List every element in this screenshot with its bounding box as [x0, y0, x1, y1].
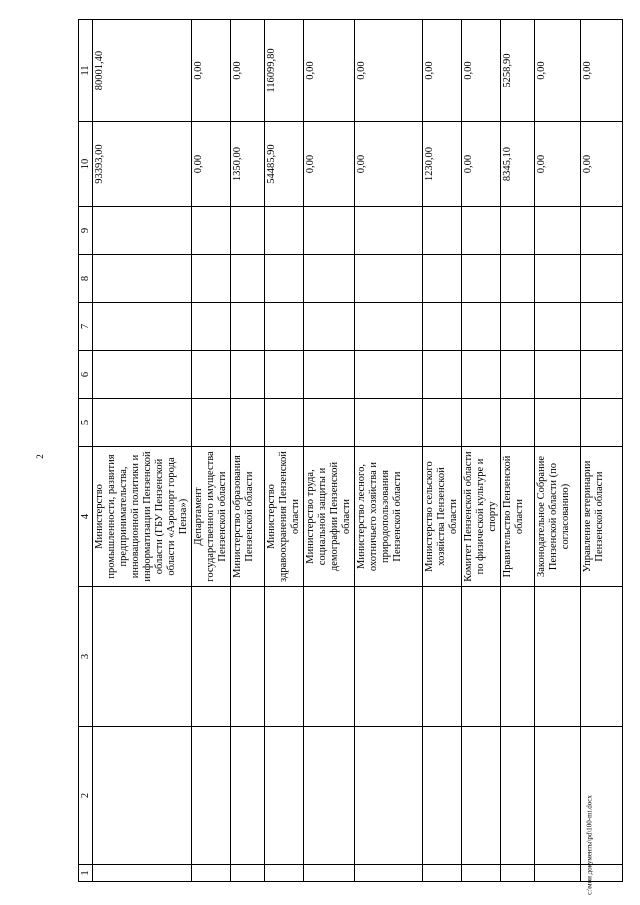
empty-cell [93, 587, 192, 727]
empty-cell [355, 865, 423, 882]
empty-cell [265, 351, 304, 399]
empty-cell [231, 207, 265, 255]
empty-cell [192, 727, 231, 865]
row-value-col10: 54485,90 [265, 122, 304, 207]
empty-cell [423, 587, 462, 727]
column-header: 3 [79, 587, 93, 727]
empty-cell [304, 399, 355, 447]
row-value-col11: 116099,80 [265, 20, 304, 122]
empty-cell [501, 727, 535, 865]
footer-file-path: c:\мои документы\pd\100-mt.docx [585, 795, 594, 895]
empty-cell [192, 351, 231, 399]
empty-cell [423, 207, 462, 255]
empty-cell [462, 587, 501, 727]
row-value-col10: 0,00 [355, 122, 423, 207]
empty-cell [355, 351, 423, 399]
column-header: 2 [79, 727, 93, 865]
empty-cell [501, 351, 535, 399]
row-value-col10: 8345,10 [501, 122, 535, 207]
row-value-col11: 0,00 [535, 20, 581, 122]
empty-cell [93, 727, 192, 865]
table-row [265, 20, 304, 882]
empty-cell [231, 351, 265, 399]
row-name-cell: Законодательное Собрание Пензенской области (по согласованию) [535, 447, 581, 587]
table-body [79, 20, 623, 882]
empty-cell [462, 865, 501, 882]
empty-cell [423, 865, 462, 882]
column-header: 5 [79, 399, 93, 447]
empty-cell [581, 351, 623, 399]
empty-cell [265, 207, 304, 255]
empty-cell [535, 351, 581, 399]
empty-cell [423, 727, 462, 865]
row-value-col10: 0,00 [535, 122, 581, 207]
row-value-col11: 0,00 [192, 20, 231, 122]
row-name-cell: Министерство промышленности, развития предпринимательства, инновационной политики и информатизации Пензенской области (ГБУ Пензенской области «Аэропорт города Пенза») [93, 447, 192, 587]
empty-cell [192, 207, 231, 255]
row-value-col10: 1230,00 [423, 122, 462, 207]
column-header: 6 [79, 351, 93, 399]
empty-cell [501, 865, 535, 882]
empty-cell [501, 303, 535, 351]
empty-cell [265, 399, 304, 447]
empty-cell [192, 399, 231, 447]
column-header: 8 [79, 255, 93, 303]
empty-cell [355, 207, 423, 255]
row-value-col11: 0,00 [462, 20, 501, 122]
row-name-cell: Министерство образования Пензенской области [231, 447, 265, 587]
empty-cell [304, 587, 355, 727]
empty-cell [581, 207, 623, 255]
row-value-col11: 0,00 [231, 20, 265, 122]
row-name-cell: Министерство труда, социальной защиты и демографии Пензенской области [304, 447, 355, 587]
empty-cell [192, 255, 231, 303]
empty-cell [265, 865, 304, 882]
empty-cell [93, 399, 192, 447]
empty-cell [355, 303, 423, 351]
column-header: 9 [79, 207, 93, 255]
empty-cell [355, 587, 423, 727]
row-value-col11: 0,00 [355, 20, 423, 122]
empty-cell [93, 351, 192, 399]
empty-cell [462, 207, 501, 255]
empty-cell [265, 587, 304, 727]
empty-cell [231, 303, 265, 351]
empty-cell [423, 399, 462, 447]
empty-cell [535, 207, 581, 255]
row-value-col11: 80001,40 [93, 20, 192, 122]
row-value-col10: 0,00 [304, 122, 355, 207]
empty-cell [535, 727, 581, 865]
header-row [79, 20, 93, 882]
empty-cell [535, 587, 581, 727]
empty-cell [535, 865, 581, 882]
table-row [355, 20, 423, 882]
empty-cell [462, 727, 501, 865]
empty-cell [231, 255, 265, 303]
column-header: 11 [79, 20, 93, 122]
row-name-cell: Департамент государственного имущества Пензенской области [192, 447, 231, 587]
row-name-cell: Министерство сельского хозяйства Пензенской области [423, 447, 462, 587]
empty-cell [501, 399, 535, 447]
row-value-col11: 0,00 [581, 20, 623, 122]
empty-cell [192, 587, 231, 727]
page-number: 2 [34, 454, 45, 459]
row-value-col10: 1350,00 [231, 122, 265, 207]
empty-cell [501, 207, 535, 255]
empty-cell [535, 255, 581, 303]
table-row [93, 20, 192, 882]
empty-cell [93, 255, 192, 303]
table-row [304, 20, 355, 882]
empty-cell [462, 399, 501, 447]
empty-cell [355, 727, 423, 865]
empty-cell [265, 255, 304, 303]
empty-cell [423, 255, 462, 303]
row-value-col10: 93393,00 [93, 122, 192, 207]
row-name-cell: Комитет Пензенской области по физической культуре и спорту [462, 447, 501, 587]
empty-cell [231, 865, 265, 882]
table-row [501, 20, 535, 882]
row-value-col11: 0,00 [304, 20, 355, 122]
empty-cell [93, 865, 192, 882]
empty-cell [581, 255, 623, 303]
row-name-cell: Министерство лесного, охотничьего хозяйства и природопользования Пензенской области [355, 447, 423, 587]
empty-cell [304, 351, 355, 399]
empty-cell [462, 351, 501, 399]
row-name-cell: Управление ветеринарии Пензенской области [581, 447, 623, 587]
empty-cell [462, 303, 501, 351]
empty-cell [501, 255, 535, 303]
empty-cell [462, 255, 501, 303]
empty-cell [304, 865, 355, 882]
column-header: 10 [79, 122, 93, 207]
empty-cell [231, 587, 265, 727]
empty-cell [192, 303, 231, 351]
row-value-col11: 0,00 [423, 20, 462, 122]
empty-cell [581, 399, 623, 447]
empty-cell [423, 351, 462, 399]
column-header: 4 [79, 447, 93, 587]
empty-cell [535, 303, 581, 351]
empty-cell [355, 399, 423, 447]
row-value-col11: 5258,90 [501, 20, 535, 122]
table-row [581, 20, 623, 882]
empty-cell [265, 303, 304, 351]
empty-cell [93, 303, 192, 351]
empty-cell [304, 303, 355, 351]
row-name-cell: Правительство Пензенской области [501, 447, 535, 587]
empty-cell [581, 303, 623, 351]
empty-cell [581, 587, 623, 727]
empty-cell [192, 865, 231, 882]
row-value-col10: 0,00 [192, 122, 231, 207]
table-row [423, 20, 462, 882]
empty-cell [231, 727, 265, 865]
empty-cell [265, 727, 304, 865]
table-row [535, 20, 581, 882]
empty-cell [304, 727, 355, 865]
budget-table [78, 19, 623, 882]
table-row [231, 20, 265, 882]
table-row [462, 20, 501, 882]
empty-cell [355, 255, 423, 303]
empty-cell [304, 207, 355, 255]
row-value-col10: 0,00 [462, 122, 501, 207]
empty-cell [231, 399, 265, 447]
empty-cell [93, 207, 192, 255]
empty-cell [304, 255, 355, 303]
column-header: 7 [79, 303, 93, 351]
row-value-col10: 0,00 [581, 122, 623, 207]
column-header: 1 [79, 865, 93, 882]
empty-cell [423, 303, 462, 351]
table-row [192, 20, 231, 882]
empty-cell [501, 587, 535, 727]
empty-cell [535, 399, 581, 447]
row-name-cell: Министерство здравоохранения Пензенской области [265, 447, 304, 587]
